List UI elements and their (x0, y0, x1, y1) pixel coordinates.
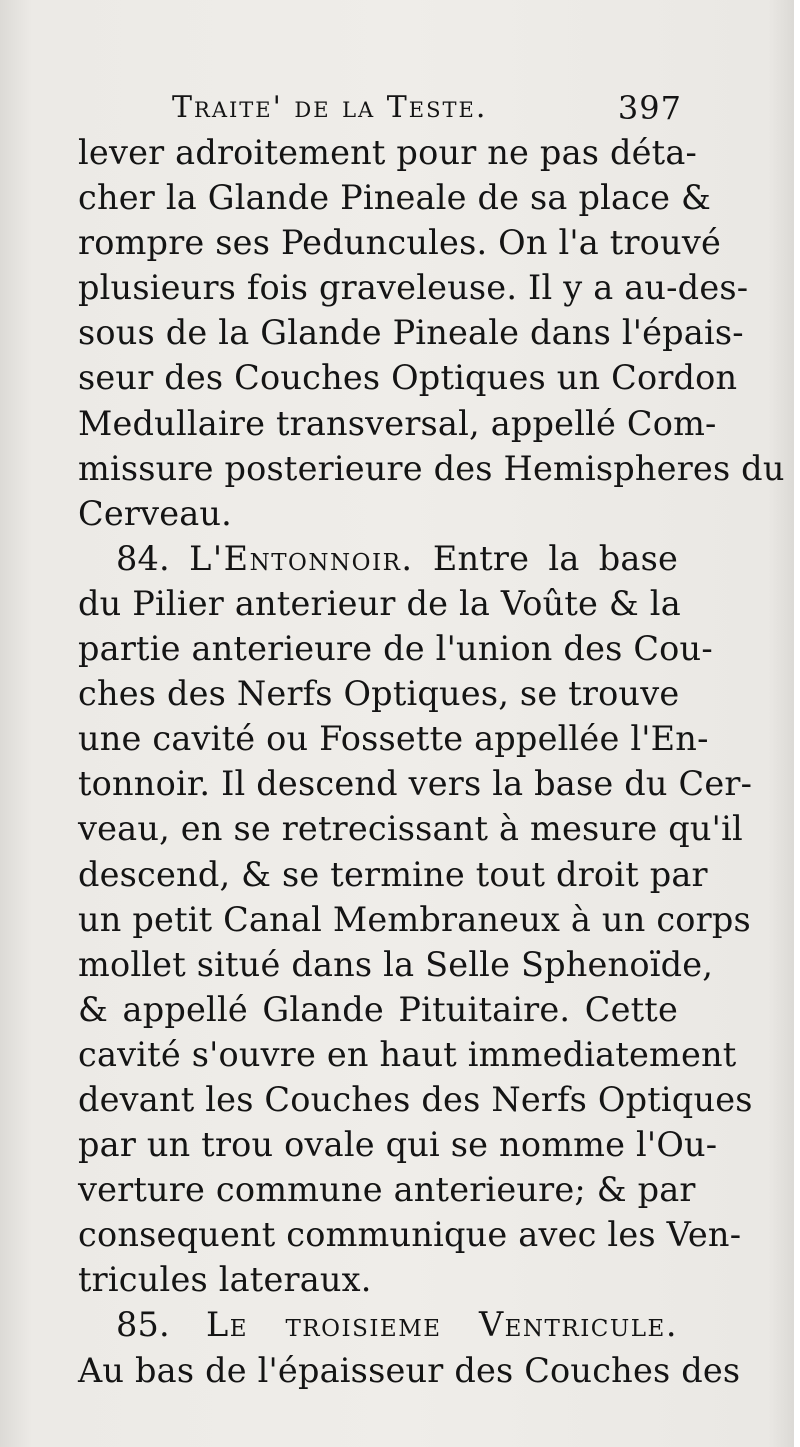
running-header (172, 86, 682, 130)
text-line: cavité s'ouvre en haut immediatement (78, 1034, 737, 1074)
text-line: plusieurs fois graveleuse. Il y a au-des- (78, 268, 749, 308)
text-line: tricules lateraux. (78, 1260, 372, 1300)
text-line: tonnoir. Il descend vers la base du Cer- (78, 764, 753, 804)
text-line: Au bas de l'épaisseur des Couches des (78, 1350, 741, 1390)
section-heading: Le troisieme Ventricule. (206, 1305, 678, 1345)
text-line: devant les Couches des Nerfs Optiques (78, 1079, 753, 1119)
text-line: cher la Glande Pineale de sa place & (78, 178, 712, 218)
text-line: un petit Canal Membraneux à un corps (78, 899, 751, 939)
text-line: verture commune anterieure; & par (78, 1170, 696, 1210)
text-fragment: Entre la base (432, 538, 678, 578)
text-line: missure posterieure des Hemispheres du (78, 448, 785, 488)
text-line: & appellé Glande Pituitaire. Cette (78, 989, 678, 1029)
section-84-first-line (78, 536, 678, 581)
section-number: 85. (116, 1305, 170, 1345)
text-line: rompre ses Peduncules. On l'a trouvé (78, 223, 721, 263)
text-line: une cavité ou Fossette appellée l'En- (78, 719, 709, 759)
text-line: consequent communique avec les Ven- (78, 1215, 742, 1255)
text-line: ches des Nerfs Optiques, se trouve (78, 674, 680, 714)
text-line: lever adroitement pour ne pas déta- (78, 133, 698, 172)
text-line: Cerveau. (78, 493, 233, 533)
text-line: partie anterieure de l'union des Cou- (78, 629, 713, 669)
text-line: par un trou ovale qui se nomme l'Ou- (78, 1125, 718, 1165)
text-line: du Pilier anterieur de la Voûte & la (78, 583, 681, 623)
page-number: 397 (617, 89, 682, 127)
running-title: Traite' de la Teste. (172, 90, 488, 125)
page-edge (794, 0, 800, 1447)
text-line: sous de la Glande Pineale dans l'épais- (78, 313, 744, 353)
text-line: Medullaire transversal, appellé Com- (78, 403, 717, 443)
body-text (78, 130, 785, 1393)
text-line: veau, en se retrecissant à mesure qu'il (78, 809, 743, 849)
text-line: mollet situé dans la Selle Sphenoïde, (78, 944, 714, 984)
text-line: seur des Couches Optiques un Cordon (78, 358, 738, 398)
section-number: 84. (116, 538, 170, 578)
section-heading: L'Entonnoir. (189, 538, 414, 578)
section-85-first-line (78, 1302, 678, 1347)
text-line: descend, & se termine tout droit par (78, 854, 708, 894)
